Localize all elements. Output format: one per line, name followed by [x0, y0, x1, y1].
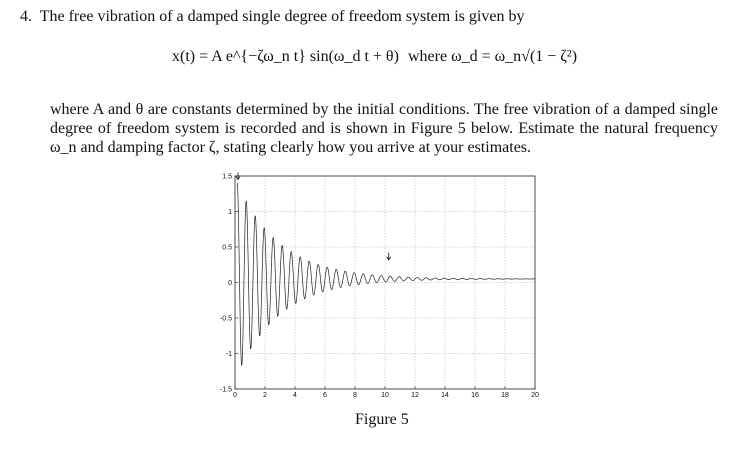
- y-tick-label: -1: [225, 351, 232, 358]
- x-tick-label: 2: [263, 392, 267, 399]
- x-tick-label: 10: [381, 392, 389, 399]
- vibration-plot: [190, 168, 550, 408]
- x-tick-label: 16: [471, 392, 479, 399]
- x-tick-label: 12: [411, 392, 419, 399]
- where-clause: where ω_d = ω_n√(1 − ζ²): [408, 48, 578, 65]
- y-tick-label: 1.5: [222, 173, 232, 181]
- question-header: [20, 7, 730, 27]
- x-tick-label: 4: [293, 392, 297, 399]
- x-tick-label: 14: [441, 392, 449, 399]
- question-body: where A and θ are constants determined by the initial conditions. The free vibration of a damped single degree of freedom system is recorded and is shown in Figure 5 below. Estimate the natural frequency ω_n and damping factor ζ, stating clearly how you arrive at your estimates.: [50, 101, 718, 156]
- x-tick-label: 6: [323, 392, 327, 399]
- x-tick-label: 0: [233, 392, 237, 399]
- y-tick-label: -1.5: [219, 386, 232, 394]
- figure-caption: Figure 5: [355, 411, 409, 428]
- y-tick-label: -0.5: [219, 315, 232, 323]
- x-tick-label: 20: [531, 392, 539, 399]
- question-number: 4.: [20, 8, 32, 25]
- x-tick-label: 18: [501, 392, 509, 399]
- figure-chart: [190, 168, 550, 408]
- question-intro: The free vibration of a damped single degree of freedom system is given by: [39, 8, 525, 25]
- equation: x(t) = A e^{−ζω_n t} sin(ω_d t + θ): [172, 48, 399, 65]
- y-tick-label: 0.5: [222, 244, 232, 252]
- x-tick-label: 8: [353, 392, 357, 399]
- y-tick-label: 0: [228, 280, 232, 287]
- equation-row: [172, 44, 732, 74]
- y-tick-label: 1: [228, 209, 232, 216]
